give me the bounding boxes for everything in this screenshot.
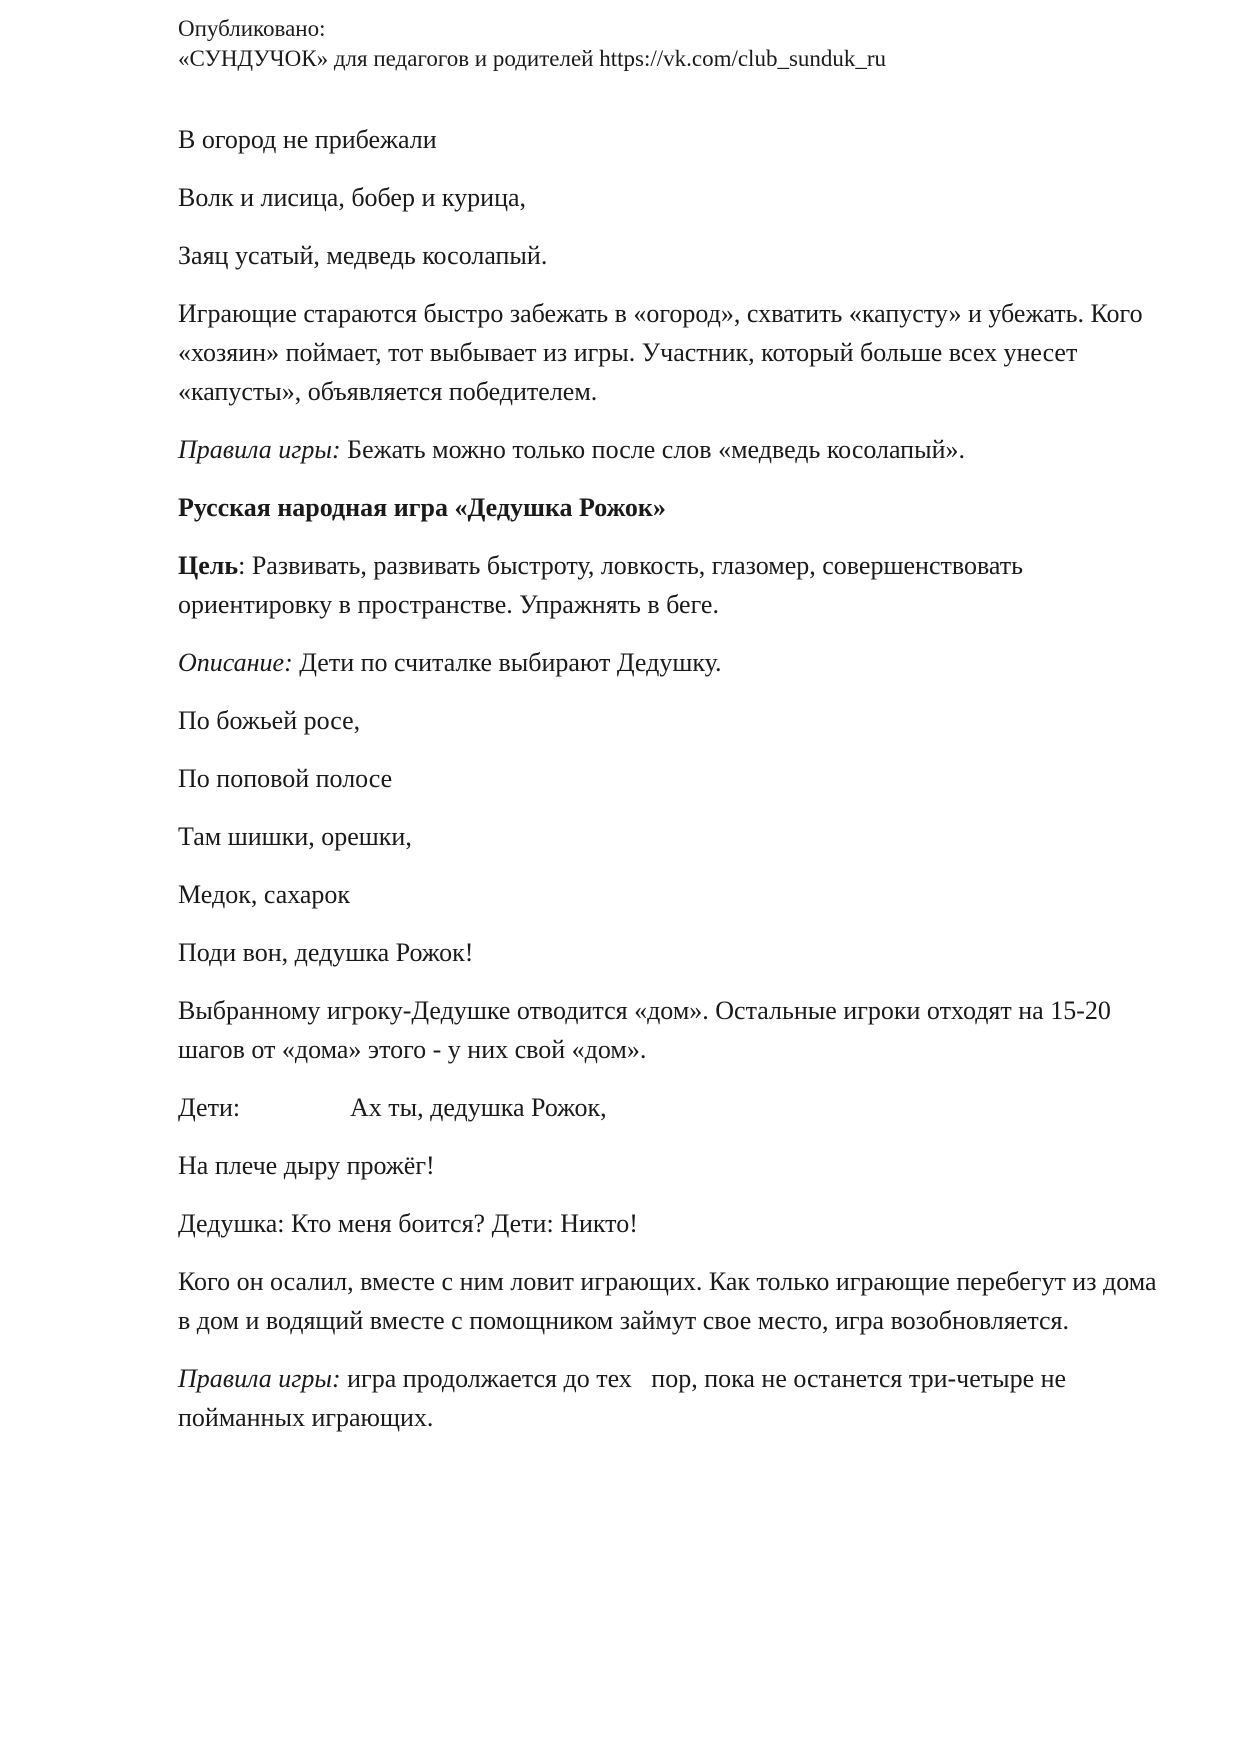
goal-label: Цель [178,551,239,580]
kids-label: Дети: [178,1093,241,1122]
document-body [178,120,1163,1456]
source-line: «СУНДУЧОК» для педагогов и родителей https://vk.com/club_sunduk_ru [178,46,887,71]
section-heading: Русская народная игра «Дедушка Рожок» [178,493,666,522]
rules-text: Бежать можно только после слов «медведь косолапый». [340,435,965,464]
description-paragraph [178,643,1163,682]
verse-line: Волк и лисица, бобер и курица, [178,183,527,212]
description-label: Описание: [178,648,293,677]
setup-paragraph: Выбранному игроку-Дедушке отводится «дом». Остальные игроки отходят на 15-20 шагов от «дома» этого - у них свой «дом». [178,996,1111,1064]
publication-header [178,14,1178,74]
game-description-paragraph: Играющие стараются быстро забежать в «огород», схватить «капусту» и убежать. Кого «хозяин» поймает, тот выбывает из игры. Участник, который больше всех унесет «капусты», объявляется победителем. [178,299,1143,406]
verse-line: По поповой полосе [178,764,393,793]
kids-line [178,1088,1163,1127]
verse-line: Медок, сахарок [178,880,351,909]
rules-label: Правила игры: [178,435,341,464]
verse-line: На плече дыру прожёг! [178,1151,435,1180]
rules-text: игра продолжается до тех пор, пока не останется три-четыре не пойманных играющих. [178,1364,1073,1432]
rules-paragraph [178,1359,1163,1437]
goal-text: : Развивать, развивать быстроту, ловкость, глазомер, совершенствовать ориентировку в пространстве. Упражнять в беге. [178,551,1023,619]
description-text: Дети по считалке выбирают Дедушку. [292,648,722,677]
verse-line: Заяц усатый, медведь косолапый. [178,241,548,270]
verse-line: По божьей росе, [178,706,361,735]
verse-line: В огород не прибежали [178,125,437,154]
verse-line: Там шишки, орешки, [178,822,412,851]
goal-paragraph [178,546,1163,624]
verse-line: Поди вон, дедушка Рожок! [178,938,474,967]
rules-paragraph [178,430,1163,469]
rules-label: Правила игры: [178,1364,341,1393]
play-paragraph: Кого он осалил, вместе с ним ловит играющих. Как только играющие перебегут из дома в дом и водящий вместе с помощником займут свое место, игра возобновляется. [178,1267,1157,1335]
kids-text: Ах ты, дедушка Рожок, [350,1093,607,1122]
dialogue-line: Дедушка: Кто меня боится? Дети: Никто! [178,1209,638,1238]
published-label: Опубликовано: [178,16,326,41]
